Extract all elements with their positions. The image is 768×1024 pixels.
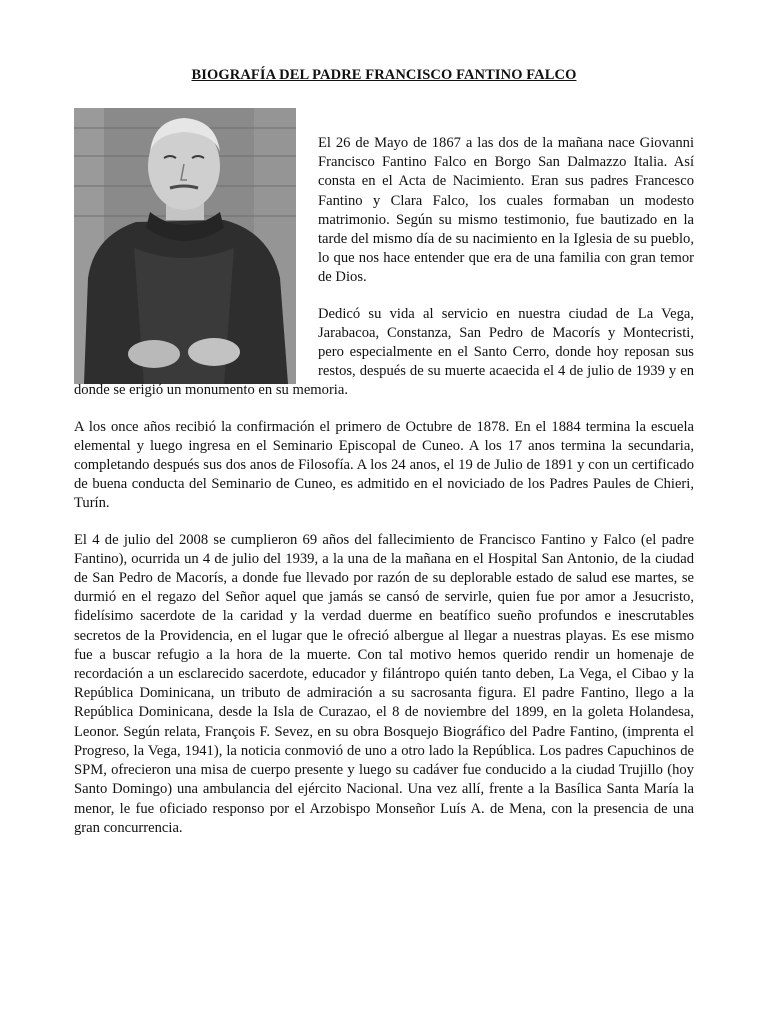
paragraph-service: Dedicó su vida al servicio en nuestra ciudad de La Vega, Jarabacoa, Constanza, San Pedro de Macorís y Montecristi, pero especialmente en el Santo Cerro, donde hoy reposan sus restos, después de su muerte acaecida el 4 de julio de 1939 y en donde se erigió un monumento en su memoria. bbox=[74, 305, 694, 399]
paragraph-education: A los once años recibió la confirmación el primero de Octubre de 1878. En el 1884 termina la escuela elemental y luego ingresa en el Seminario Episcopal de Cuneo. A los 17 anos termina la secundaria, completando después sus dos anos de Filosofía. A los 24 anos, el 19 de Julio de 1891 y con un certificado de buena conducta del Seminario de Cuneo, es admitido en el noviciado de los Padres Paules de Chieri, Turín. bbox=[74, 418, 694, 512]
paragraph-death: El 4 de julio del 2008 se cumplieron 69 años del fallecimiento de Francisco Fantino y Falco (el padre Fantino), ocurrida un 4 de julio del 1939, a la una de la mañana en el Hospital San Antonio, de la ciudad de San Pedro de Macorís, a donde fue llevado por razón de su deplorable estado de salud ese martes, se durmió en el regazo del Señor aquel que jamás se cansó de servirle, quien fue por amor a Jesucristo, fidelísimo sacerdote de la caridad y la verdad duerme en beatífico sueño profundos e inescrutables secretos de la Providencia, en el lugar que le ofreció albergue al llegar a nuestras playas. Es ese mismo fue a buscar refugio a la hora de la muerte. Con tal motivo hemos querido rendir un homenaje de recordación a un esclarecido sacerdote, educador y filántropo quién tanto deben, La Vega, el Cibao y la República Dominicana, un tributo de admiración a su sacrosanta figura. El padre Fantino, llego a la República Dominicana, desde la Isla de Curazao, el 8 de noviembre del 1899, en la goleta Holandesa, Leonor. Según relata, François F. Sevez, en su obra Bosquejo Biográfico del Padre Fantino, (imprenta el Progreso, la Vega, 1941), la noticia conmovió de uno a otro lado la República. Los padres Capuchinos de SPM, ofrecieron una misa de cuerpo presente y luego su cadáver fue conducido a la ciudad Trujillo (hoy Santo Domingo) una ambulancia del ejército Nacional. Una vez allí, frente a la Basílica Santa María la menor, le fue oficiado responso por el Arzobispo Monseñor Luís A. de Mena, con la presencia de una gran concurrencia. bbox=[74, 531, 694, 836]
photo-wrap-spacer bbox=[74, 108, 318, 378]
document-title: BIOGRAFÍA DEL PADRE FRANCISCO FANTINO FALCO bbox=[191, 67, 577, 83]
paragraph-birth: El 26 de Mayo de 1867 a las dos de la mañana nace Giovanni Francisco Fantino Falco en Borgo San Dalmazzo Italia. Así consta en el Acta de Nacimiento. Eran sus padres Francesco Fantino y Clara Falco, los cuales formaban un modesto matrimonio. Según su mismo testimonio, fue bautizado en la tarde del mismo día de su nacimiento en la Iglesia de su pueblo, lo que nos hace entender que era de una familia con gran temor de Dios. bbox=[318, 135, 694, 286]
document-body bbox=[74, 134, 694, 838]
